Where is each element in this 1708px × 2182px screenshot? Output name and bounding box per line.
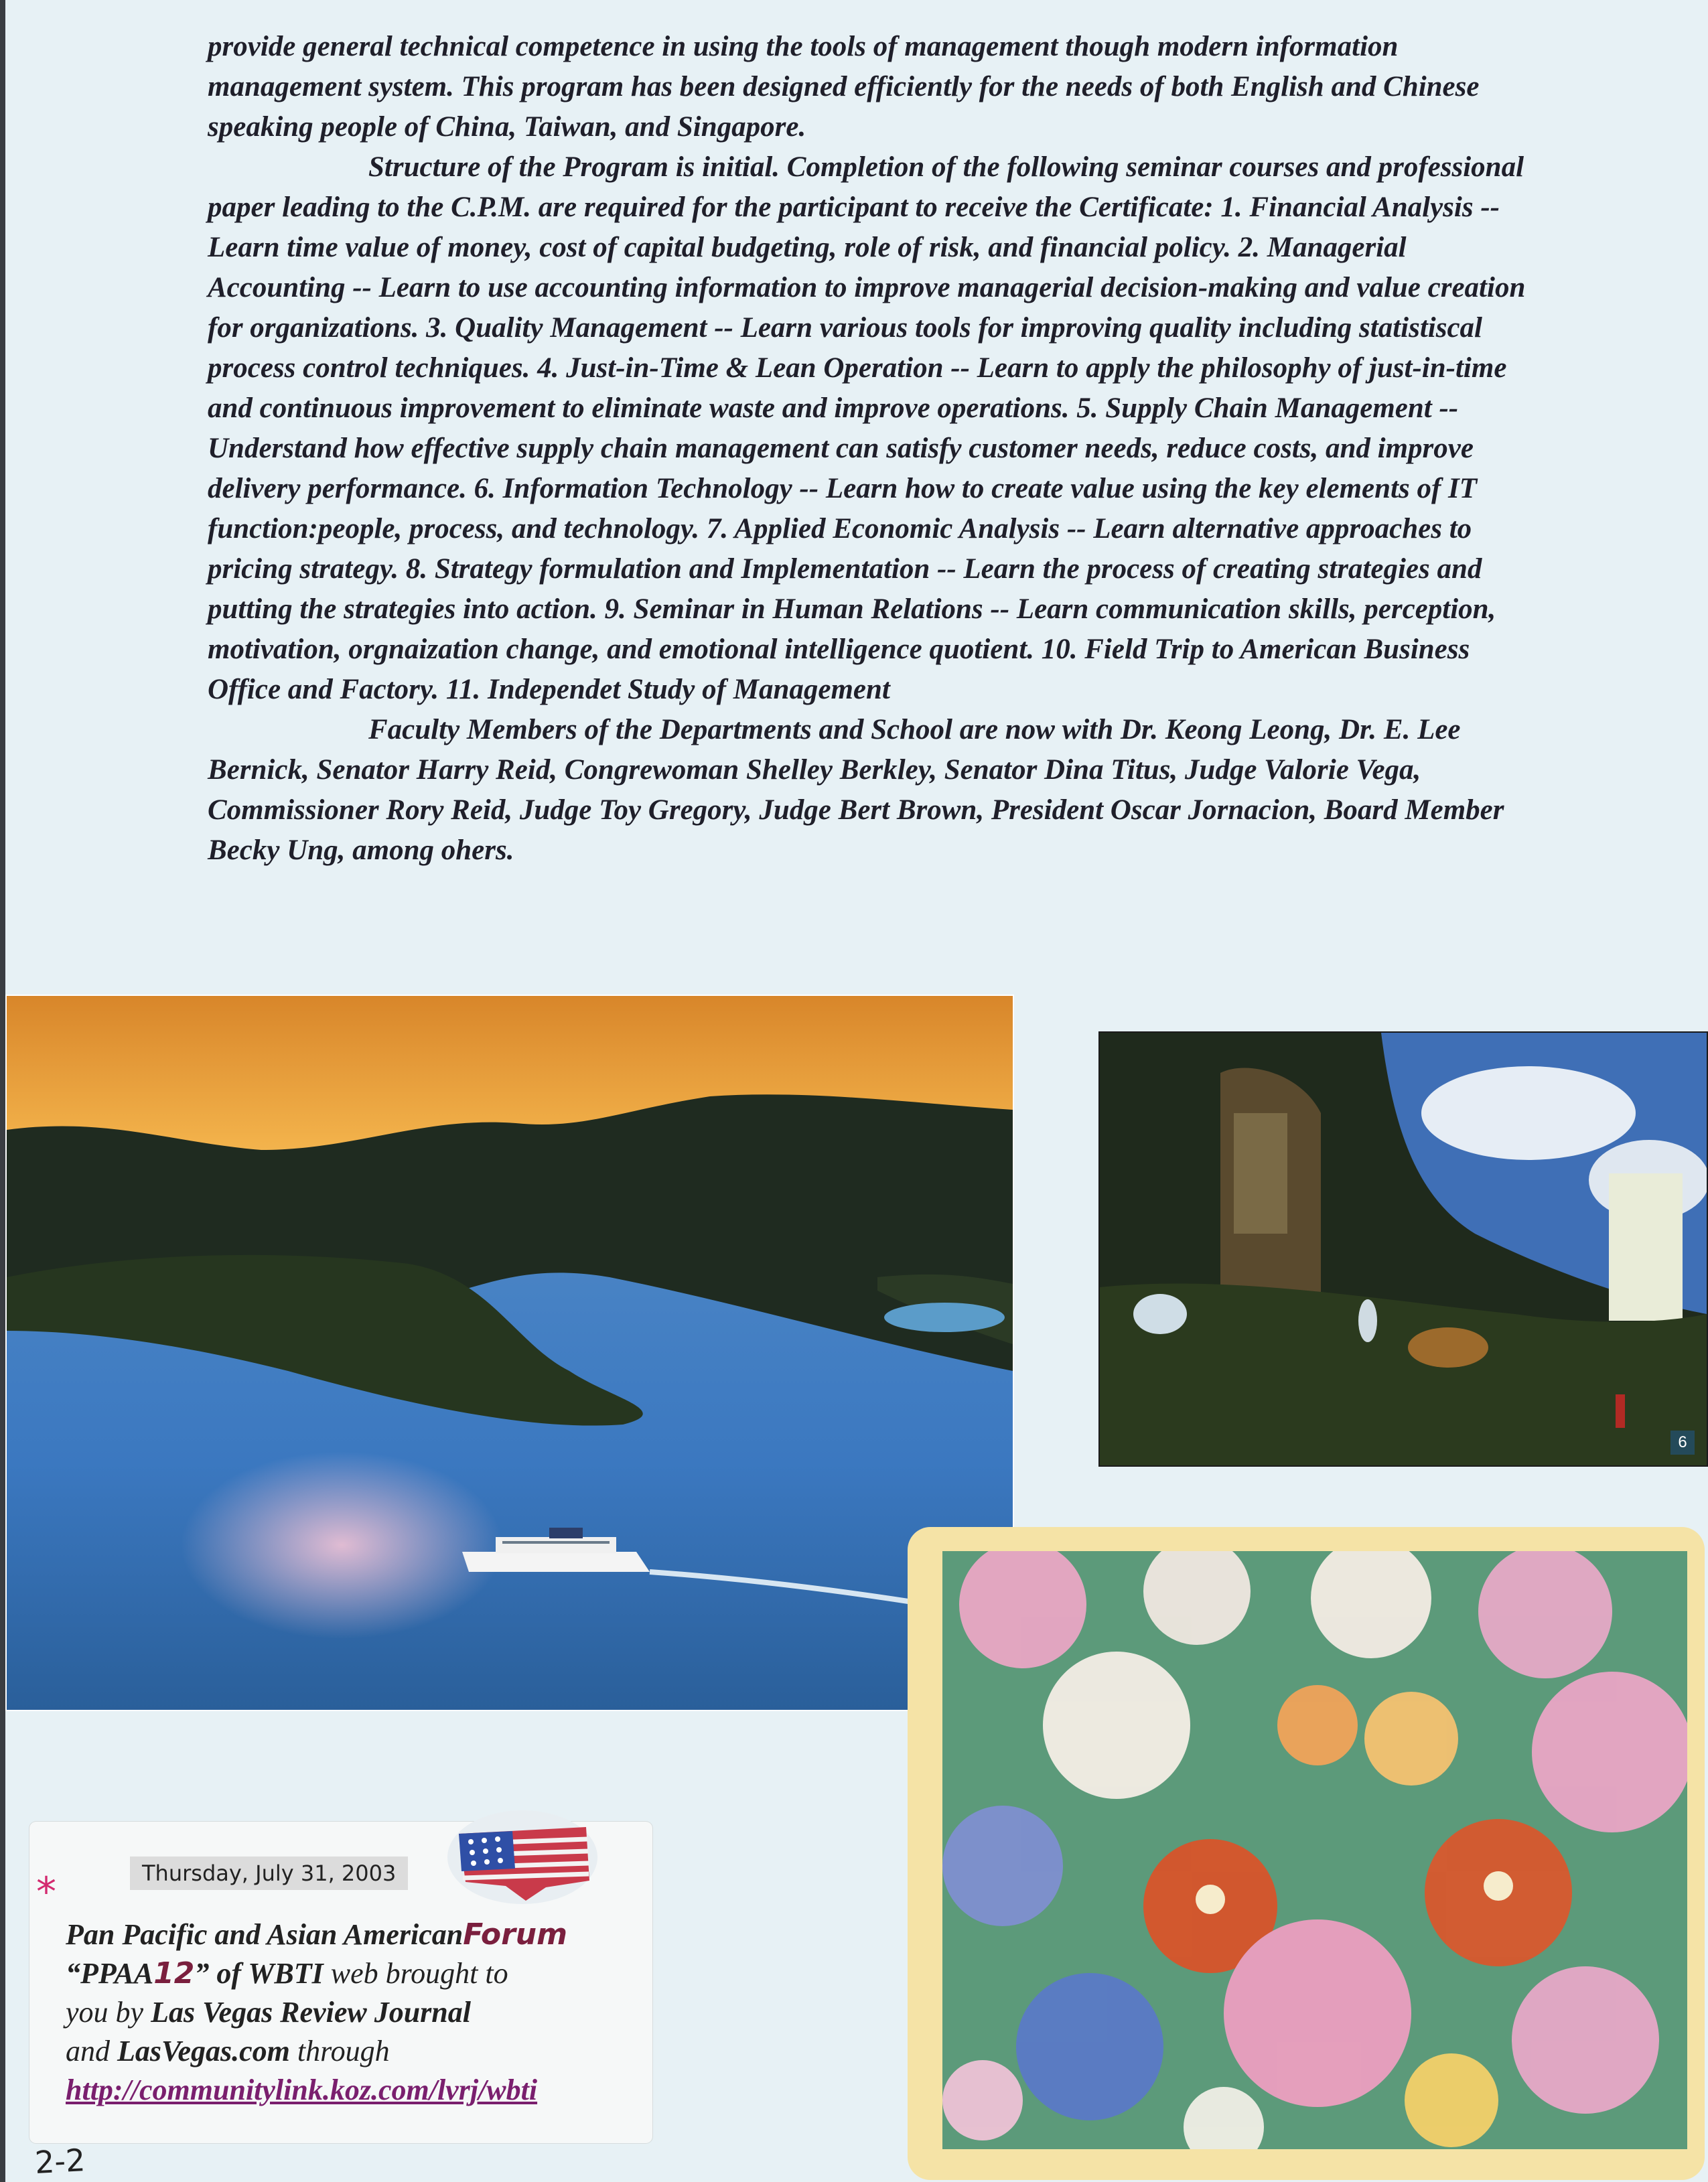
handwritten-number: 12	[153, 1956, 195, 1990]
article-paragraph-1: provide general technical competence in using the tools of management though modern information management system. This program has been designed efficiently for the needs of both English and Chinese speaking people of China, Taiwan, and Singapore.	[208, 31, 1480, 143]
handwritten-page-note: 2-2	[33, 2142, 86, 2181]
landscape-painting-photo	[1098, 1031, 1708, 1467]
article-text	[208, 27, 1547, 871]
us-flag-icon	[445, 1807, 599, 1911]
page-number-badge: 6	[1670, 1431, 1695, 1455]
clipping-line-4: and LasVegas.com through	[66, 2035, 390, 2067]
clipping-line-3: you by Las Vegas Review Journal	[66, 1996, 471, 2029]
asterisk-mark: *	[36, 1869, 56, 1915]
lake-cruise-photo	[5, 995, 1014, 1711]
article-paragraph-2: Structure of the Program is initial. Completion of the following seminar courses and professional paper leading to the C.P.M. are required for the participant to receive the Certificate: 1. Financial Analysis -- Learn time value of money, cost of capital budgeting, role of risk, and financial policy. 2. Managerial Accounting -- Learn to use accounting information to improve managerial decision-making and value creation for organizations. 3. Quality Management -- Learn various tools for improving quality including statistiscal process control techniques. 4. Just-in-Time & Lean Operation -- Learn to apply the philosophy of just-in-time and continuous improvement to eliminate waste and improve operations. 5. Supply Chain Management -- Understand how effective supply chain management can satisfy customer needs, reduce costs, and improve delivery performance. 6. Information Technology -- Learn how to create value using the key elements of IT function:people, process, and technology. 7. Applied Economic Analysis -- Learn alternative approaches to pricing strategy. 8. Strategy formulation and Implementation -- Learn the process of creating strategies and putting the strategies into action. 9. Seminar in Human Relations -- Learn communication skills, perception, motivation, orgnaization change, and emotional intelligence quotient. 10. Field Trip to American Business Office and Factory. 11. Independet Study of Management	[208, 151, 1526, 705]
clipping-line-2: “PPAA12” of WBTI web brought to	[66, 1956, 508, 1990]
scan-left-edge	[0, 0, 5, 2182]
clipping-link[interactable]: http://communitylink.koz.com/lvrj/wbti	[66, 2074, 538, 2106]
article-paragraph-3: Faculty Members of the Departments and School are now with Dr. Keong Leong, Dr. E. Lee Bernick, Senator Harry Reid, Congrewoman Shelley Berkley, Senator Dina Titus, Judge Valorie Vega, Commissioner Rory Reid, Judge Toy Gregory, Judge Bert Brown, President Oscar Jornacion, Board Member Becky Ung, among ohers.	[208, 714, 1504, 866]
clipping-date: Thursday, July 31, 2003	[130, 1857, 408, 1890]
floral-plate-photo	[908, 1527, 1705, 2180]
clipping-line-1: Pan Pacific and Asian AmericanForum	[66, 1917, 567, 1952]
clipping-text	[66, 1915, 648, 2110]
handwritten-forum: Forum	[463, 1917, 567, 1952]
